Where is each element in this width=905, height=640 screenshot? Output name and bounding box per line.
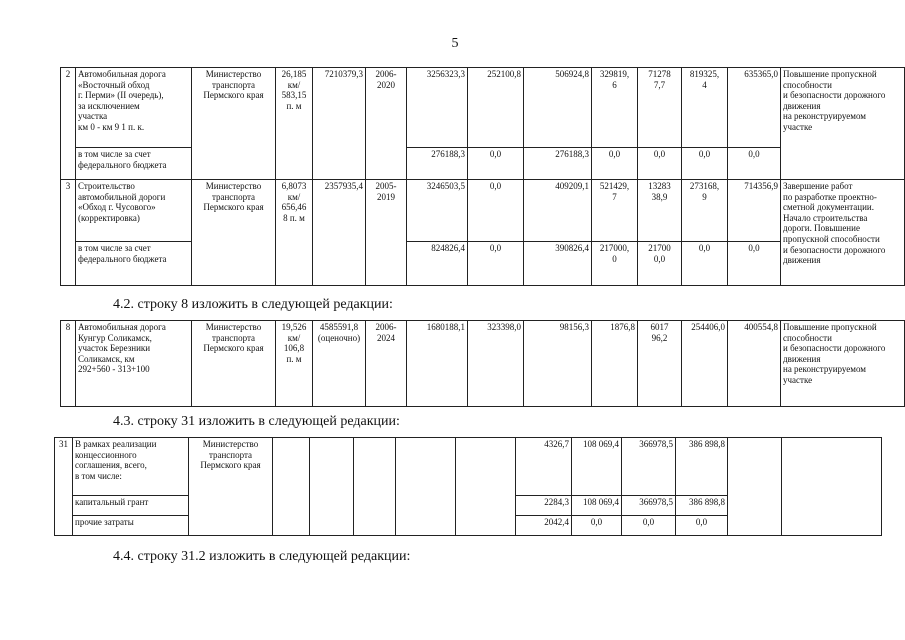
empty-cell	[273, 438, 310, 536]
value-cell: 0,0	[468, 242, 524, 286]
empty-cell	[354, 438, 396, 536]
value-cell: 2284,3	[516, 496, 572, 516]
value-cell: 819325, 4	[682, 68, 728, 148]
object-name: Автомобильная дорога Кунгур Соликамск, участок Березники Соликамск, км 292+560 - 313+100	[76, 321, 192, 407]
ministry: Министерство транспорта Пермского края	[192, 68, 276, 180]
years: 2006- 2024	[366, 321, 407, 407]
value-cell: 98156,3	[524, 321, 592, 407]
value-cell: 254406,0	[682, 321, 728, 407]
value-cell: 386 898,8	[676, 438, 728, 496]
value-cell: 0,0	[592, 148, 638, 180]
value-cell: 506924,8	[524, 68, 592, 148]
row-label: В рамках реализации концессионного соглашения, всего, в том числе:	[73, 438, 189, 496]
length: 6,8073 км/ 656,46 8 п. м	[276, 180, 313, 286]
value-cell: 3246503,5	[407, 180, 468, 242]
value-cell: 0,0	[468, 148, 524, 180]
value-cell: 1680188,1	[407, 321, 468, 407]
sub-label: в том числе за счет федерального бюджета	[76, 242, 192, 286]
table-concession	[54, 437, 882, 536]
value-cell: 390826,4	[524, 242, 592, 286]
value-cell: 276188,3	[524, 148, 592, 180]
value-cell: 273168, 9	[682, 180, 728, 242]
value-cell: 635365,0	[728, 68, 781, 148]
value-cell: 108 069,4	[572, 496, 622, 516]
value-cell: 0,0	[728, 242, 781, 286]
value-cell: 0,0	[728, 148, 781, 180]
row-number: 8	[61, 321, 76, 407]
value-cell: 400554,8	[728, 321, 781, 407]
ministry: Министерство транспорта Пермского края	[192, 321, 276, 407]
years: 2005- 2019	[366, 180, 407, 286]
value-cell: 71278 7,7	[638, 68, 682, 148]
empty-cell	[782, 438, 882, 536]
row-label: капитальный грант	[73, 496, 189, 516]
value-cell: 1876,8	[592, 321, 638, 407]
value-cell: 217000, 0	[592, 242, 638, 286]
cost: 2357935,4	[313, 180, 366, 286]
table-row	[55, 438, 882, 496]
value-cell: 386 898,8	[676, 496, 728, 516]
caption-4-4: 4.4. строку 31.2 изложить в следующей редакции:	[113, 549, 411, 564]
cost: 7210379,3	[313, 68, 366, 180]
row-number: 31	[55, 438, 73, 536]
value-cell: 0,0	[682, 242, 728, 286]
ministry: Министерство транспорта Пермского края	[189, 438, 273, 536]
result: Повышение пропускной способности и безопасности дорожного движения на реконструируемом участке	[781, 68, 905, 180]
cost: 4585591,8 (оценочно)	[313, 321, 366, 407]
value-cell: 3256323,3	[407, 68, 468, 148]
object-name: Автомобильная дорога «Восточный обход г. Перми» (II очередь), за исключением участка км 0 - км 9 1 п. к.	[76, 68, 192, 148]
years: 2006- 2020	[366, 68, 407, 180]
value-cell: 521429, 7	[592, 180, 638, 242]
value-cell: 252100,8	[468, 68, 524, 148]
table-roads-1	[60, 67, 905, 286]
table-row	[61, 68, 905, 148]
table-row	[61, 180, 905, 242]
value-cell: 4326,7	[516, 438, 572, 496]
value-cell: 0,0	[638, 148, 682, 180]
caption-4-3: 4.3. строку 31 изложить в следующей редакции:	[113, 414, 400, 429]
empty-cell	[396, 438, 456, 536]
object-name: Строительство автомобильной дороги «Обход г. Чусового» (корректировка)	[76, 180, 192, 242]
empty-cell	[728, 438, 782, 536]
empty-cell	[310, 438, 354, 536]
table-roads-2	[60, 320, 905, 407]
table-row	[61, 321, 905, 407]
row-label: прочие затраты	[73, 516, 189, 536]
value-cell: 2042,4	[516, 516, 572, 536]
caption-4-2: 4.2. строку 8 изложить в следующей редакции:	[113, 297, 393, 312]
sub-label: в том числе за счет федерального бюджета	[76, 148, 192, 180]
value-cell: 824826,4	[407, 242, 468, 286]
value-cell: 0,0	[468, 180, 524, 242]
row-number: 2	[61, 68, 76, 180]
value-cell: 714356,9	[728, 180, 781, 242]
value-cell: 0,0	[682, 148, 728, 180]
ministry: Министерство транспорта Пермского края	[192, 180, 276, 286]
value-cell: 409209,1	[524, 180, 592, 242]
value-cell: 276188,3	[407, 148, 468, 180]
value-cell: 6017 96,2	[638, 321, 682, 407]
value-cell: 13283 38,9	[638, 180, 682, 242]
result: Повышение пропускной способности и безопасности дорожного движения на реконструируемом участке	[781, 321, 905, 407]
empty-cell	[456, 438, 516, 536]
value-cell: 366978,5	[622, 496, 676, 516]
length: 26,185 км/ 583,15 п. м	[276, 68, 313, 180]
value-cell: 0,0	[676, 516, 728, 536]
value-cell: 323398,0	[468, 321, 524, 407]
value-cell: 21700 0,0	[638, 242, 682, 286]
length: 19,526 км/ 106,8 п. м	[276, 321, 313, 407]
value-cell: 366978,5	[622, 438, 676, 496]
value-cell: 0,0	[572, 516, 622, 536]
table-row	[61, 242, 905, 286]
table-row	[61, 148, 905, 180]
row-number: 3	[61, 180, 76, 286]
page-number: 5	[451, 36, 459, 51]
value-cell: 329819, 6	[592, 68, 638, 148]
value-cell: 108 069,4	[572, 438, 622, 496]
result: Завершение работ по разработке проектно- сметной документации. Начало строительства дороги. Повышение пропускной способности и безопасности дорожного движения	[781, 180, 905, 286]
value-cell: 0,0	[622, 516, 676, 536]
